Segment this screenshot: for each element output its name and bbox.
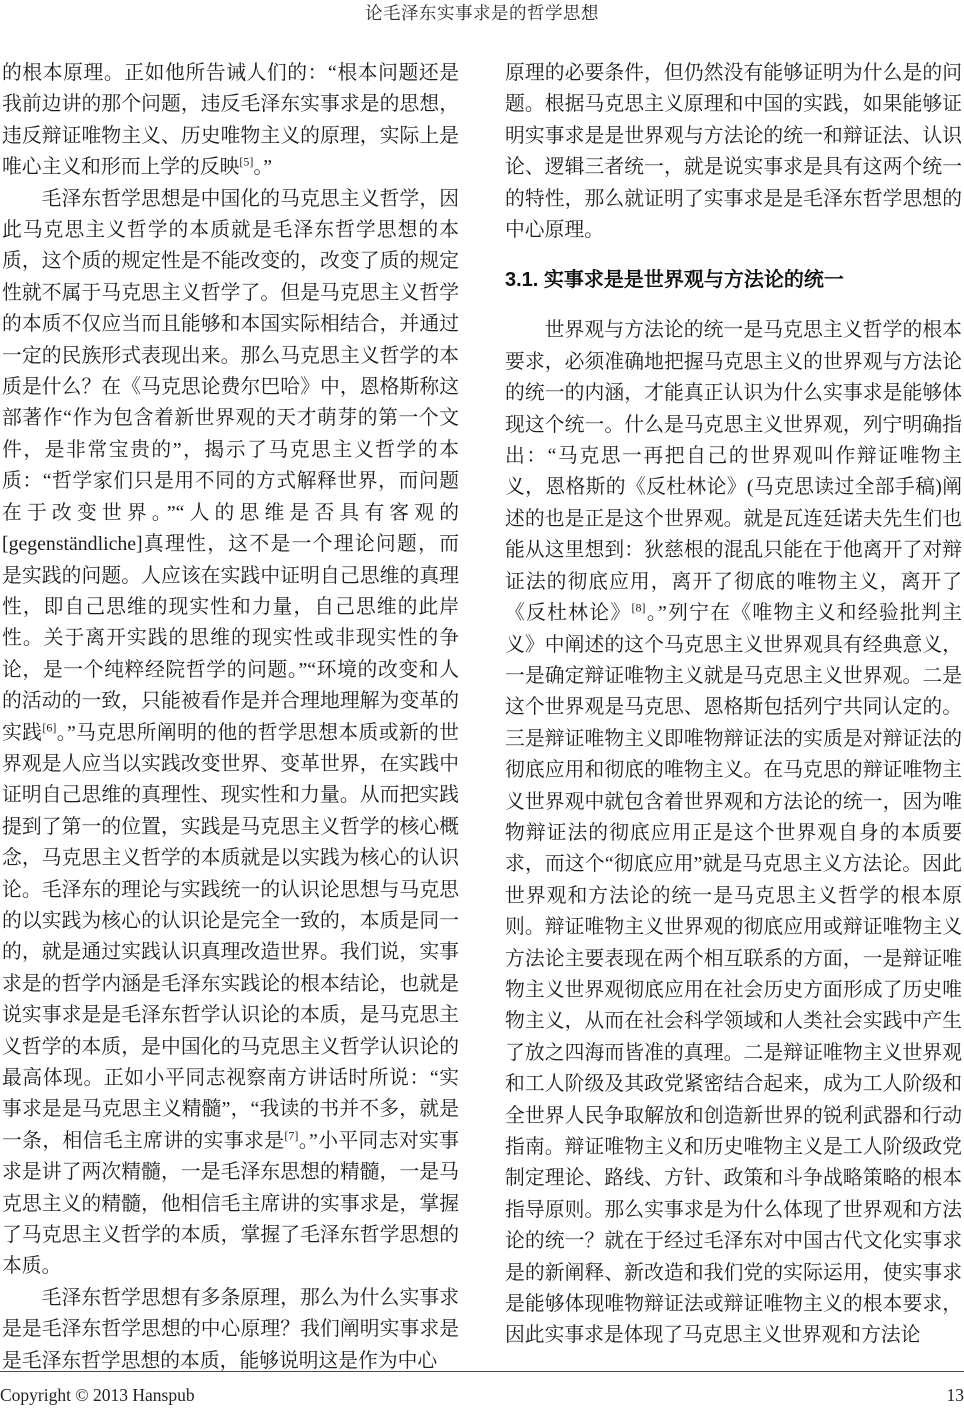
left-paragraph-continuation: 的根本原理。正如他所告诫人们的：“根本问题还是我前边讲的那个问题，违反毛泽东实事求是的思想，违反辩证唯物主义、历史唯物主义的原理，实际上是唯心主义和形而上学的反映[5]。”	[2, 62, 459, 179]
page-number: 13	[946, 1385, 964, 1405]
left-paragraph-central-principle: 毛泽东哲学思想有多条原理，那么为什么实事求是是毛泽东哲学思想的中心原理？我们阐明实事求是是毛泽东哲学思想的本质，能够说明这是作为中心	[2, 1286, 459, 1372]
footnote-ref: [7]	[284, 1128, 299, 1143]
left-column	[2, 58, 459, 1377]
right-paragraph-continuation: 原理的必要条件，但仍然没有能够证明为什么是的问题。根据马克思主义原理和中国的实践，如果能够证明实事求是是世界观与方法论的统一和辩证法、认识论、逻辑三者统一，就是说实事求是具有这两个统一的特性，那么就证明了实事求是是毛泽东哲学思想的中心原理。	[505, 62, 962, 242]
right-column	[505, 58, 962, 1377]
right-paragraph-worldview-methodology: 世界观与方法论的统一是马克思主义哲学的根本要求，必须准确地把握马克思主义的世界观与方法论的统一的内涵，才能真正认识为什么实事求是能够体现这个统一。什么是马克思主义世界观，列宁明确指出：“马克思一再把自己的世界观叫作辩证唯物主义，恩格斯的《反杜林论》(马克思读过全部手稿)阐述的也是正是这个世界观。就是瓦连廷诺夫先生们也能从这里想到：狄慈根的混乱只能在于他离开了对辩证法的彻底应用，离开了彻底的唯物主义，离开了《反杜林论》[8]。”列宁在《唯物主义和经验批判主义》中阐述的这个马克思主义世界观具有经典意义，一是确定辩证唯物主义就是马克思主义世界观。二是这个世界观是马克思、恩格斯包括列宁共同认定的。三是辩证唯物主义即唯物辩证法的实质是对辩证法的彻底应用和彻底的唯物主义。在马克思的辩证唯物主义世界观中就包含着世界观和方法论的统一，因为唯物辩证法的彻底应用正是这个世界观自身的本质要求，而这个“彻底应用”就是马克思主义方法论。因此世界观和方法论的统一是马克思主义哲学的根本原则。辩证唯物主义世界观的彻底应用或辩证唯物主义方法论主要表现在两个相互联系的方面，一是辩证唯物主义世界观彻底应用在社会历史方面形成了历史唯物主义，从而在社会科学领域和人类社会实践中产生了放之四海而皆准的真理。二是辩证唯物主义世界观和工人阶级及其政党紧密结合起来，成为工人阶级和全世界人民争取解放和创造新世界的锐利武器和行动指南。辩证唯物主义和历史唯物主义是工人阶级政党制定理论、路线、方针、政策和斗争战略策略的根本指导原则。那么实事求是为什么体现了世界观和方法论的统一？就在于经过毛泽东对中国古代文化实事求是的新阐释、新改造和我们党的实际运用，使实事求是能够体现唯物辩证法或辩证唯物主义的根本要求，因此实事求是体现了马克思主义世界观和方法论	[505, 319, 962, 1347]
copyright-text: Copyright © 2013 Hanspub	[0, 1385, 195, 1405]
section-heading-3-1: 3.1. 实事求是是世界观与方法论的统一	[505, 269, 844, 292]
two-column-body	[2, 58, 962, 1377]
page-footer	[0, 1371, 964, 1406]
footnote-ref: [6]	[42, 719, 57, 734]
left-paragraph-mao-philosophy: 毛泽东哲学思想是中国化的马克思主义哲学，因此马克思主义哲学的本质就是毛泽东哲学思想的本质，这个质的规定性是不能改变的，改变了质的规定性就不属于马克思主义哲学了。但是马克思主义哲学的本质不仅应当而且能够和本国实际相结合，并通过一定的民族形式表现出来。那么马克思主义哲学的本质是什么？在《马克思论费尔巴哈》中，恩格斯称这部著作“作为包含着新世界观的天才萌芽的第一个文件，是非常宝贵的”，揭示了马克思主义哲学的本质：“哲学家们只是用不同的方式解释世界，而问题在于改变世界。”“人的思维是否具有客观的[gegenständliche]真理性，这不是一个理论问题，而是实践的问题。人应该在实践中证明自己思维的真理性，即自己思维的现实性和力量，自己思维的此岸性。关于离开实践的思维的现实性或非现实性的争论，是一个纯粹经院哲学的问题。”“环境的改变和人的活动的一致，只能被看作是并合理地理解为变革的实践[6]。”马克思所阐明的他的哲学思想本质或新的世界观是人应当以实践改变世界、变革世界，在实践中证明自己思维的真理性、现实性和力量。从而把实践提到了第一的位置，实践是马克思主义哲学的核心概念，马克思主义哲学的本质就是以实践为核心的认识论。毛泽东的理论与实践统一的认识论思想与马克思的以实践为核心的认识论是完全一致的，本质是同一的，就是通过实践认识真理改造世界。我们说，实事求是的哲学内涵是毛泽东实践论的根本结论，也就是说实事求是是毛泽东哲学认识论的本质，是马克思主义哲学的本质，是中国化的马克思主义哲学认识论的最高体现。正如小平同志视察南方讲话时所说：“实事求是是马克思主义精髓”，“我读的书并不多，就是一条，相信毛主席讲的实事求是[7]。”小平同志对实事求是讲了两次精髓，一是毛泽东思想的精髓，一是马克思主义的精髓，他相信毛主席讲的实事求是，掌握了马克思主义哲学的本质，掌握了毛泽东哲学思想的本质。	[2, 187, 459, 1278]
footnote-ref: [5]	[239, 154, 254, 169]
footnote-ref: [8]	[631, 600, 646, 615]
page-title: 论毛泽东实事求是的哲学思想	[365, 3, 599, 23]
